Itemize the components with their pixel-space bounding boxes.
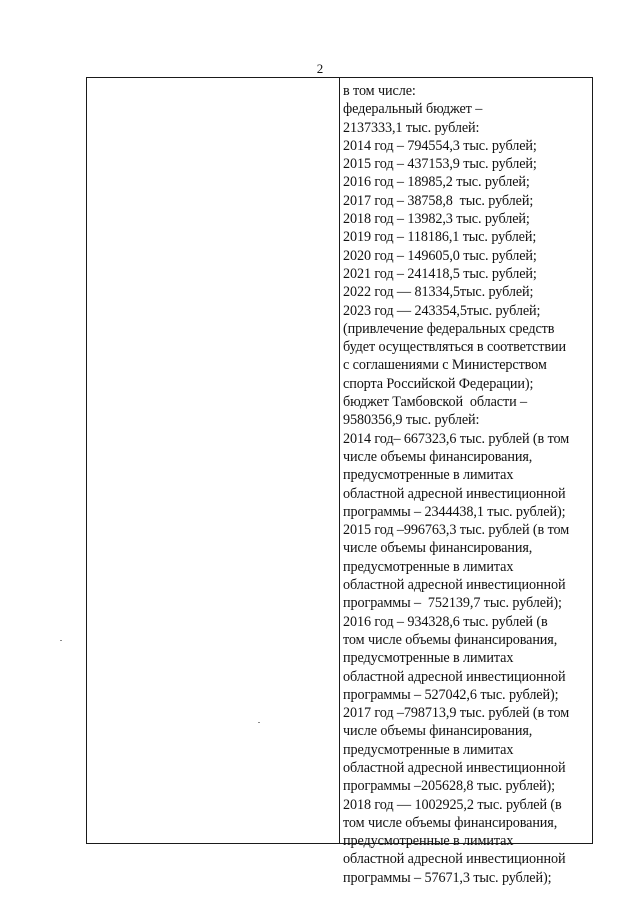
funding-text-line: 2022 год — 81334,5тыс. рублей;	[343, 284, 534, 301]
funding-text-line: 2015 год –996763,3 тыс. рублей (в том	[343, 522, 570, 539]
funding-text-line: том числе объемы финансирования,	[343, 631, 558, 648]
funding-text-line: предусмотренные в лимитах	[343, 558, 514, 575]
funding-text-line: числе объемы финансирования,	[343, 448, 533, 465]
funding-text-line: областной адресной инвестиционной	[343, 577, 566, 594]
funding-text-line: 2016 год – 934328,6 тыс. рублей (в	[343, 613, 548, 630]
funding-text-line: 2021 год – 241418,5 тыс. рублей;	[343, 265, 537, 282]
funding-text-line: программы – 752139,7 тыс. рублей);	[343, 595, 562, 612]
funding-text-line: 2020 год – 149605,0 тыс. рублей;	[343, 247, 537, 264]
funding-text-line: предусмотренные в лимитах	[343, 467, 514, 484]
funding-text-line: числе объемы финансирования,	[343, 723, 533, 740]
funding-text-line: федеральный бюджет –	[343, 101, 483, 118]
funding-text-line: программы –205628,8 тыс. рублей);	[343, 778, 556, 795]
table-left-cell	[87, 78, 340, 843]
funding-text-line: программы – 2344438,1 тыс. рублей);	[343, 503, 566, 520]
funding-text-line: будет осуществляться в соответствии	[343, 339, 566, 356]
funding-text-line: спорта Российской Федерации);	[343, 375, 534, 392]
funding-text-line: областной адресной инвестиционной	[343, 485, 566, 502]
funding-text-line: 2023 год — 243354,5тыс. рублей;	[343, 302, 541, 319]
page-number: 2	[316, 61, 324, 76]
funding-text-line: 2019 год – 118186,1 тыс. рублей;	[343, 229, 537, 246]
funding-text-line: предусмотренные в лимитах	[343, 741, 514, 758]
funding-text-line: 2018 год – 13982,3 тыс. рублей;	[343, 211, 530, 228]
funding-text-line: 2014 год – 794554,3 тыс. рублей;	[343, 137, 537, 154]
funding-text-line: областной адресной инвестиционной	[343, 759, 566, 776]
funding-text-line: 2017 год –798713,9 тыс. рублей (в том	[343, 705, 570, 722]
funding-text-line: 9580356,9 тыс. рублей:	[343, 412, 480, 429]
funding-text-line: 2018 год — 1002925,2 тыс. рублей (в	[343, 796, 562, 813]
table-right-cell	[340, 78, 592, 886]
funding-text-line: программы – 57671,3 тыс. рублей);	[343, 869, 552, 886]
funding-text-line: 2014 год– 667323,6 тыс. рублей (в том	[343, 430, 570, 447]
funding-text-line: 2137333,1 тыс. рублей:	[343, 119, 480, 136]
funding-text-line: в том числе:	[343, 83, 416, 99]
scan-speck	[60, 640, 62, 641]
funding-text-line: бюджет Тамбовской области –	[343, 394, 528, 411]
funding-text-line: областной адресной инвестиционной	[343, 668, 566, 685]
funding-text-line: предусмотренные в лимитах	[343, 650, 514, 667]
funding-text-line: областной адресной инвестиционной	[343, 851, 566, 868]
funding-text-line: числе объемы финансирования,	[343, 540, 533, 557]
funding-table	[86, 77, 593, 886]
funding-text-line: 2015 год – 437153,9 тыс. рублей;	[343, 156, 537, 173]
funding-text-line: том числе объемы финансирования,	[343, 814, 558, 831]
funding-text-line: программы – 527042,6 тыс. рублей);	[343, 686, 559, 703]
funding-text-line: 2017 год – 38758,8 тыс. рублей;	[343, 192, 534, 209]
funding-text-line: (привлечение федеральных средств	[343, 320, 555, 337]
scan-speck	[258, 722, 260, 723]
funding-text-line: с соглашениями с Министерством	[343, 357, 547, 374]
funding-text-line: 2016 год – 18985,2 тыс. рублей;	[343, 174, 530, 191]
funding-text-line: предусмотренные в лимитах	[343, 833, 514, 850]
